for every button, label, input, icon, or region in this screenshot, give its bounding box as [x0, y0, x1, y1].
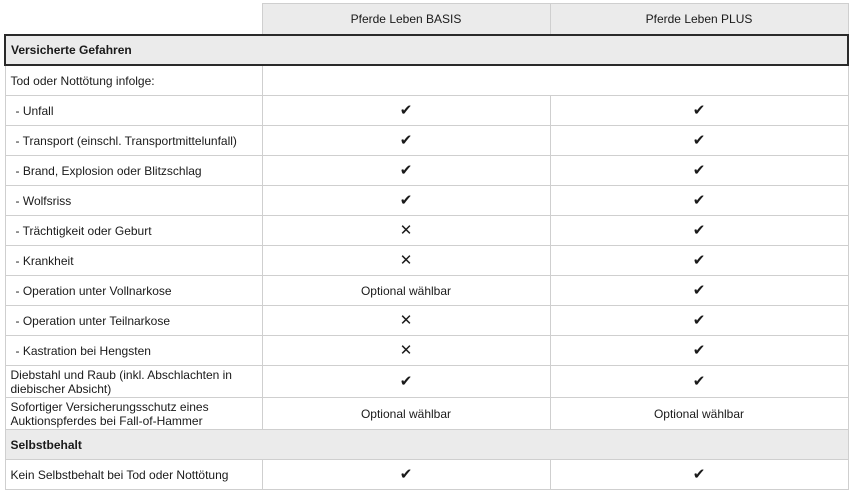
- row-label: - Operation unter Teilnarkose: [5, 306, 262, 336]
- cell-plus: [550, 306, 848, 336]
- checkmark-icon: ✔: [399, 373, 413, 390]
- cell-basis: [262, 460, 550, 490]
- cell-basis: [262, 306, 550, 336]
- table-row: [5, 398, 848, 430]
- row-label: - Trächtigkeit oder Geburt: [5, 216, 262, 246]
- option-text: Optional wählbar: [360, 406, 452, 421]
- cell-plus: [550, 96, 848, 126]
- cell-plus: [550, 156, 848, 186]
- cell-basis: [262, 126, 550, 156]
- checkmark-icon: ✔: [692, 222, 706, 239]
- row-label: Diebstahl und Raub (inkl. Abschlachten in diebischer Absicht): [5, 366, 262, 398]
- checkmark-icon: ✔: [692, 312, 706, 329]
- section-row-selbstbehalt: [5, 430, 848, 460]
- checkmark-icon: ✔: [692, 373, 706, 390]
- checkmark-icon: ✔: [692, 132, 706, 149]
- cross-icon: ✕: [399, 342, 413, 359]
- cell-plus: [550, 246, 848, 276]
- cell-plus: [550, 336, 848, 366]
- cell-plus: [550, 398, 848, 430]
- cross-icon: ✕: [399, 252, 413, 269]
- cross-icon: ✕: [399, 312, 413, 329]
- checkmark-icon: ✔: [399, 132, 413, 149]
- checkmark-icon: ✔: [692, 252, 706, 269]
- table-row: [5, 276, 848, 306]
- table-row: [5, 156, 848, 186]
- option-text: Optional wählbar: [360, 283, 452, 298]
- cell-plus: [550, 460, 848, 490]
- cell-basis: [262, 156, 550, 186]
- cell-plus: [550, 126, 848, 156]
- cell-basis: [262, 336, 550, 366]
- cell-basis: [262, 246, 550, 276]
- checkmark-icon: ✔: [399, 102, 413, 119]
- table-row: [5, 246, 848, 276]
- checkmark-icon: ✔: [692, 342, 706, 359]
- section-title-gefahren: Versicherte Gefahren: [5, 35, 848, 65]
- row-label: - Kastration bei Hengsten: [5, 336, 262, 366]
- cell-basis: [262, 366, 550, 398]
- cell-plus: [550, 216, 848, 246]
- table-row: [5, 126, 848, 156]
- subheading-empty-cell: [262, 65, 848, 96]
- subheading-row: [5, 65, 848, 96]
- cross-icon: ✕: [399, 222, 413, 239]
- table-row: [5, 216, 848, 246]
- cell-plus: [550, 366, 848, 398]
- header-row: [5, 4, 848, 36]
- checkmark-icon: ✔: [692, 102, 706, 119]
- cell-basis: [262, 276, 550, 306]
- cell-basis: [262, 96, 550, 126]
- checkmark-icon: ✔: [692, 282, 706, 299]
- column-header-basis: Pferde Leben BASIS: [262, 4, 550, 36]
- option-text: Optional wählbar: [653, 406, 745, 421]
- checkmark-icon: ✔: [399, 466, 413, 483]
- checkmark-icon: ✔: [692, 466, 706, 483]
- row-label: - Unfall: [5, 96, 262, 126]
- table-row: [5, 306, 848, 336]
- cell-plus: [550, 276, 848, 306]
- table-row: [5, 96, 848, 126]
- table-row: [5, 366, 848, 398]
- row-label: Sofortiger Versicherungsschutz eines Auktionspferdes bei Fall-of-Hammer: [5, 398, 262, 430]
- cell-basis: [262, 216, 550, 246]
- section-row-gefahren: [5, 35, 848, 65]
- section-title-selbstbehalt: Selbstbehalt: [5, 430, 848, 460]
- risk-rows: [5, 96, 848, 430]
- row-label: - Operation unter Vollnarkose: [5, 276, 262, 306]
- table-row: [5, 460, 848, 490]
- checkmark-icon: ✔: [399, 162, 413, 179]
- row-label: - Krankheit: [5, 246, 262, 276]
- checkmark-icon: ✔: [692, 162, 706, 179]
- checkmark-icon: ✔: [692, 192, 706, 209]
- row-label: - Brand, Explosion oder Blitzschlag: [5, 156, 262, 186]
- table-row: [5, 186, 848, 216]
- header-blank-cell: [5, 4, 262, 36]
- checkmark-icon: ✔: [399, 192, 413, 209]
- row-label: - Wolfsriss: [5, 186, 262, 216]
- row-label: Kein Selbstbehalt bei Tod oder Nottötung: [5, 460, 262, 490]
- selbstbehalt-rows: [5, 460, 848, 490]
- column-header-plus: Pferde Leben PLUS: [550, 4, 848, 36]
- row-label: - Transport (einschl. Transportmittelunfall): [5, 126, 262, 156]
- cell-basis: [262, 186, 550, 216]
- subheading-label: Tod oder Nottötung infolge:: [5, 65, 262, 96]
- comparison-table: [4, 3, 849, 490]
- table-row: [5, 336, 848, 366]
- cell-basis: [262, 398, 550, 430]
- cell-plus: [550, 186, 848, 216]
